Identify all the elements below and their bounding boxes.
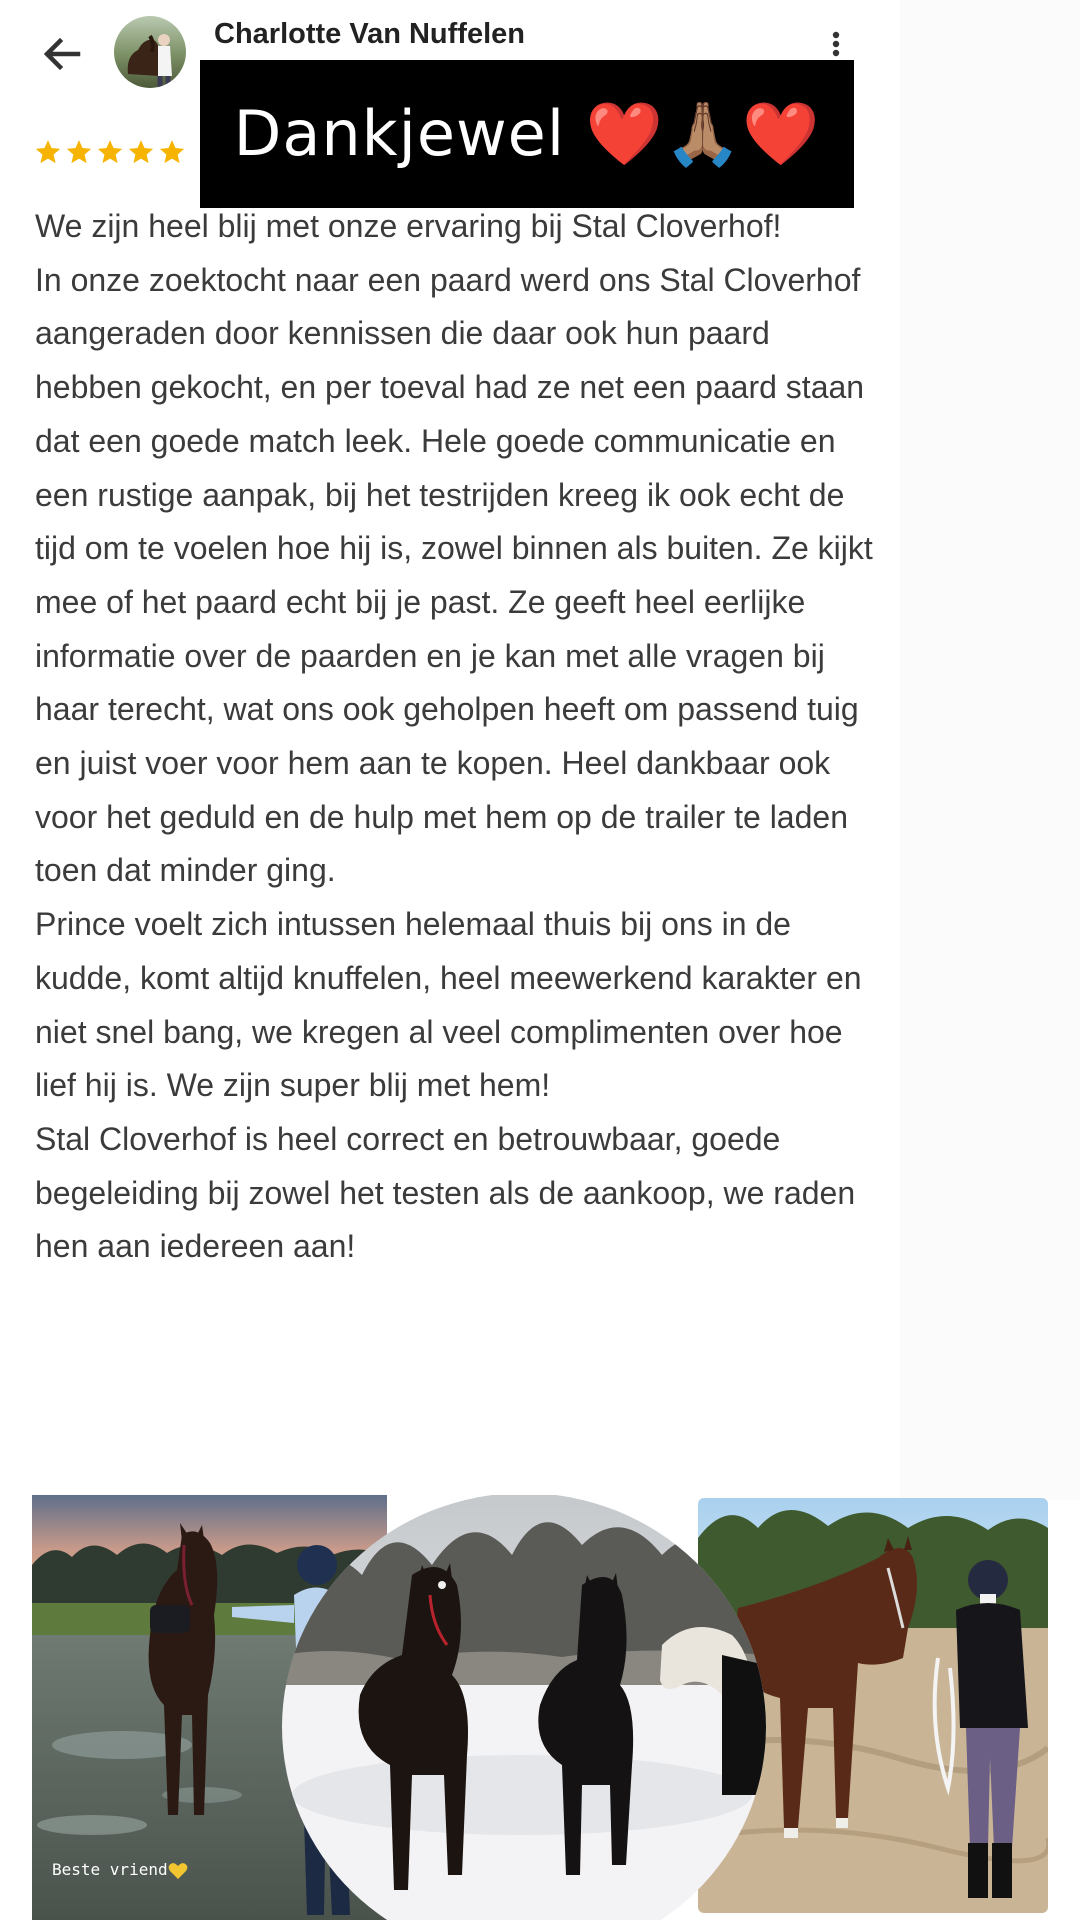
background-strip (900, 0, 1080, 1500)
horses-snow-photo[interactable] (282, 1495, 766, 1920)
review-text (35, 200, 885, 1274)
avatar-photo (114, 16, 186, 88)
star-icon (158, 138, 186, 166)
review-paragraph: In onze zoektocht naar een paard werd ons Stal Cloverhof aangeraden door kennissen die daar ook hun paard hebben gekocht, en per toeval had ze net een paard staan dat een goede match leek. Hele goede communicatie en een rustige aanpak, bij het testrijden kreeg ik ook echt de tijd om te voelen hoe hij is, zowel binnen als buiten. Ze kijkt mee of het paard echt bij je past. Ze geeft heel eerlijke informatie over de paarden en je kan met alle vragen bij haar terecht, wat ons ook geholpen heeft om passend tuig en juist voer voor hem aan te kopen. Heel dankbaar ook voor het geduld en de hulp met hem op de trailer te laden toen dat minder ging. (35, 261, 873, 889)
star-icon (96, 138, 124, 166)
yellow-heart-icon (168, 1862, 188, 1880)
review-paragraph: Stal Cloverhof is heel correct en betrouwbaar, goede begeleiding bij zowel het testen als de aankoop, we raden hen aan iedereen aan! (35, 1120, 856, 1265)
star-rating (34, 138, 186, 166)
reviewer-name[interactable]: Charlotte Van Nuffelen (214, 18, 525, 50)
thank-you-banner (200, 60, 854, 208)
more-vert-icon (824, 30, 848, 62)
star-icon (127, 138, 155, 166)
reviewer-avatar[interactable] (114, 16, 186, 88)
review-paragraph: We zijn heel blij met onze ervaring bij Stal Cloverhof! (35, 208, 782, 244)
photo-caption (52, 1860, 188, 1880)
more-options-button[interactable] (824, 30, 848, 62)
back-button[interactable] (38, 30, 86, 78)
review-paragraph: Prince voelt zich intussen helemaal thuis bij ons in de kudde, komt altijd knuffelen, heel meewerkend karakter en niet snel bang, we kregen al veel complimenten over hoe lief hij is. We zijn super blij met hem! (35, 906, 862, 1104)
caption-text: Beste vriend (52, 1860, 168, 1879)
star-icon (65, 138, 93, 166)
arrow-left-icon (38, 30, 86, 78)
star-icon (34, 138, 62, 166)
banner-text: Dankjewel ❤️🙏🏽❤️ (233, 97, 821, 170)
photo-collage (0, 1495, 1080, 1920)
